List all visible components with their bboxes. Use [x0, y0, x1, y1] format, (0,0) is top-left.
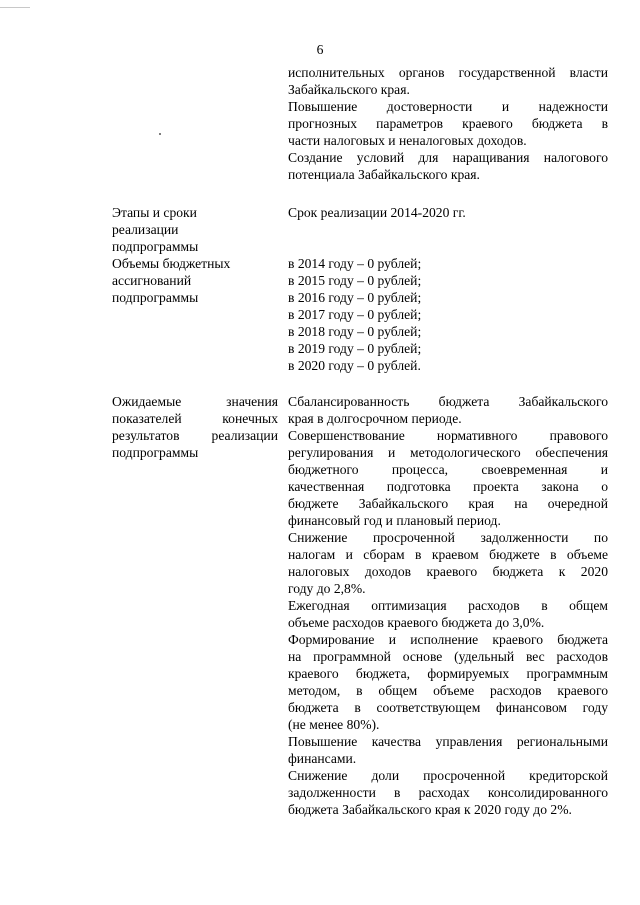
results-line: Снижение просроченной задолженности по	[288, 530, 608, 545]
intro-line: потенциала Забайкальского края.	[288, 167, 480, 182]
results-line: финансовый год и плановый период.	[288, 513, 501, 528]
stray-dot	[159, 133, 161, 135]
results-line: Формирование и исполнение краевого бюджета	[288, 632, 608, 647]
results-label-line: результатов реализации	[112, 428, 278, 443]
results-line: Ежегодная оптимизация расходов в общем	[288, 598, 608, 613]
intro-line: прогнозных параметров краевого бюджета в	[288, 116, 608, 131]
budget-label-line: Объемы бюджетных	[112, 256, 231, 271]
results-line: Совершенствование нормативного правового	[288, 428, 608, 443]
results-line: финансами.	[288, 751, 357, 766]
budget-label	[112, 255, 278, 306]
intro-line: Забайкальского края.	[288, 82, 410, 97]
results-line: году до 2,8%.	[288, 581, 366, 596]
results-line: Сбалансированность бюджета Забайкальского	[288, 394, 608, 409]
results-line: бюджете Забайкальского края на очередной	[288, 496, 608, 511]
results-label-line: показателей конечных	[112, 411, 278, 426]
budget-year-item: в 2020 году – 0 рублей.	[288, 358, 421, 373]
page-number: 6	[316, 42, 324, 57]
intro-line: Повышение достоверности и надежности	[288, 99, 608, 114]
intro-line: части налоговых и неналоговых доходов.	[288, 133, 527, 148]
results-line: объеме расходов краевого бюджета до 3,0%.	[288, 615, 545, 630]
results-line: бюджета Забайкальского края к 2020 году до 2%.	[288, 802, 572, 817]
budget-year-item: в 2014 году – 0 рублей;	[288, 256, 422, 271]
results-label	[112, 393, 278, 461]
results-line: на программной основе (удельный вес расходов	[288, 649, 608, 664]
results-line: задолженности в расходах консолидированного	[288, 785, 608, 800]
intro-block	[288, 64, 608, 183]
results-label-line: Ожидаемые значения	[112, 394, 278, 409]
results-line: качественная подготовка проекта закона о	[288, 479, 608, 494]
stages-value-text: Срок реализации 2014-2020 гг.	[288, 205, 466, 220]
results-line: Снижение доли просроченной кредиторской	[288, 768, 608, 783]
budget-year-item: в 2018 году – 0 рублей;	[288, 324, 422, 339]
results-line: (не менее 80%).	[288, 717, 380, 732]
results-line: регулирования и методологического обеспечения	[288, 445, 608, 460]
stages-label-line: подпрограммы	[112, 239, 199, 254]
stages-label-line: Этапы и сроки	[112, 205, 197, 220]
results-line: налогам и сборам в краевом бюджете в объеме	[288, 547, 608, 562]
results-line: бюджетного процесса, своевременная и	[288, 462, 608, 477]
budget-year-item: в 2019 году – 0 рублей;	[288, 341, 422, 356]
results-line: Повышение качества управления региональными	[288, 734, 608, 749]
stages-label-line: реализации	[112, 222, 179, 237]
budget-years	[288, 255, 608, 374]
budget-label-line: подпрограммы	[112, 290, 199, 305]
budget-year-item: в 2015 году – 0 рублей;	[288, 273, 422, 288]
results-text	[288, 393, 608, 818]
results-line: краевого бюджета, формируемых программным	[288, 666, 608, 681]
results-line: бюджета в соответствующем финансовом году	[288, 700, 608, 715]
results-line: методом, в общем объеме расходов краевого	[288, 683, 608, 698]
results-line: края в долгосрочном периоде.	[288, 411, 462, 426]
stages-value	[288, 204, 608, 221]
budget-year-item: в 2016 году – 0 рублей;	[288, 290, 422, 305]
top-edge-rule	[0, 7, 30, 8]
budget-year-item: в 2017 году – 0 рублей;	[288, 307, 422, 322]
budget-label-line: ассигнований	[112, 273, 192, 288]
intro-line: Создание условий для наращивания налогового	[288, 150, 608, 165]
intro-line: исполнительных органов государственной власти	[288, 65, 608, 80]
results-label-line: подпрограммы	[112, 445, 199, 460]
results-line: налоговых доходов краевого бюджета к 2020	[288, 564, 608, 579]
stages-label	[112, 204, 278, 255]
